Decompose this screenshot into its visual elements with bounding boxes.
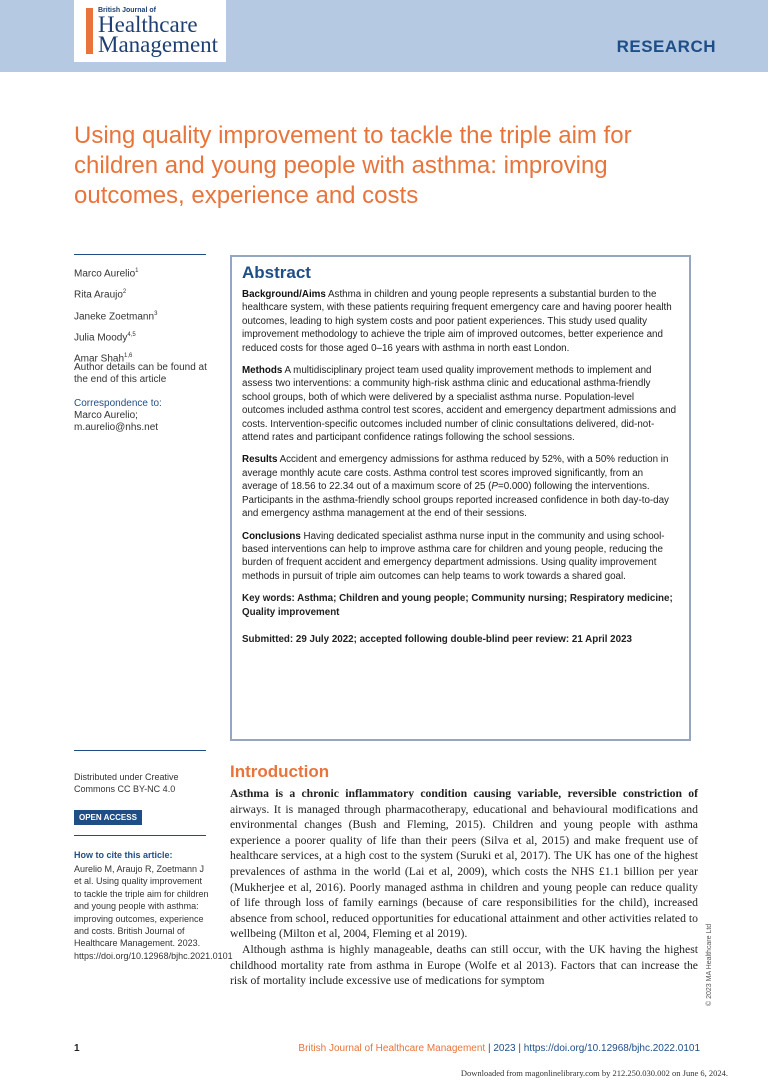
- author-item: [74, 305, 214, 326]
- divider: [74, 254, 206, 255]
- intro-body: [230, 786, 698, 989]
- section-label: RESEARCH: [616, 37, 716, 56]
- divider: [74, 835, 206, 836]
- divider: [74, 750, 206, 751]
- open-access-badge: OPEN ACCESS: [74, 810, 142, 825]
- conclusions-text: Having dedicated specialist asthma nurse input in the community and using school-based interventions can help to improve asthma care for children and young people, reducing the burden of frequent accident and emergency department admissions. Using quality improvement methods in pursuit of triple aim outcomes can help teams to work towards a shared goal.: [242, 530, 665, 582]
- abstract-methods: [242, 364, 679, 444]
- intro-paragraph-2: Although asthma is highly manageable, deaths can still occur, with the UK having the highest childhood mortality rate from asthma in Europe (Wolfe et al 2013). Factors that can increase the risk of mortality include excessive use of medications for symptom: [230, 942, 698, 988]
- methods-label: Methods: [242, 365, 283, 377]
- logo-line-1: Healthcare: [98, 12, 198, 37]
- p-symbol: P: [491, 481, 498, 493]
- abstract-results: [242, 453, 679, 520]
- background-text: Asthma in children and young people represents a substantial burden to the healthcare system, with these patients requiring frequent emergency care and having poorer health outcomes, leading to high system costs and poor patient experiences. This study used quality improvement methodology to achieve the triple aim of improved outcomes, better experience and reduced costs for those aged 0–16 years with asthma in north east London.: [242, 289, 672, 354]
- cite-text: Aurelio M, Araujo R, Zoetmann J et al. Using quality improvement to tackle the triple aim for children and young people with asthma: improving outcomes, experience and costs. British Journal of Healthcare Management. 2023. https://doi.org/10.12968/bjhc.2021.0101: [74, 864, 233, 961]
- results-label: Results: [242, 454, 278, 466]
- author-name: Amar Shah: [74, 353, 125, 365]
- author-affiliation: 2: [122, 289, 127, 296]
- background-label: Background/Aims: [242, 289, 326, 300]
- author-name: Janeke Zoetmann: [74, 310, 155, 322]
- article-title: Using quality improvement to tackle the triple aim for children and young people with asthma: improving outcomes, experience and costs: [74, 122, 632, 209]
- conclusions-label: Conclusions: [242, 530, 301, 542]
- abstract-conclusions: [242, 530, 679, 584]
- footer-sep: |: [515, 1043, 524, 1054]
- footer-year: 2023: [493, 1043, 516, 1054]
- intro-heading: Introduction: [230, 762, 330, 781]
- abstract-heading: Abstract: [242, 263, 311, 282]
- correspondence-heading: Correspondence to:: [74, 398, 162, 409]
- author-item: [74, 283, 214, 304]
- page-number: 1: [74, 1043, 80, 1054]
- author-affiliation: 1,6: [124, 353, 133, 360]
- results-text: Accident and emergency admissions for asthma reduced by 52%, with a 50% reduction in average monthly acute care costs. Asthma control test scores improved significantly, from an average of 18.56 to 22.34 out of a maximum score of 25 (: [242, 454, 669, 493]
- author-note: Author details can be found at the end of this article: [74, 362, 207, 385]
- cite-heading: How to cite this article:: [74, 850, 173, 860]
- footer-sep: |: [485, 1043, 494, 1054]
- author-name: Marco Aurelio: [74, 268, 136, 280]
- methods-text: A multidisciplinary project team used quality improvement methods to implement and assess two interventions: a community high-risk asthma clinic and educational asthma-friendly school groups, both of which were delivered by a specialist asthma nurse. Population-level outcomes included asthma control test scores, accident and emergency department admissions and costs. Intervention-specific outcomes included number of clinic consultations delivered, did-not-attend rates and participant confidence ratings following the school sessions.: [242, 365, 677, 444]
- footer-doi[interactable]: https://doi.org/10.12968/bjhc.2022.0101: [523, 1043, 700, 1054]
- intro-lead: Asthma is a chronic inflammatory condition causing variable, reversible constriction of: [230, 787, 698, 800]
- author-item: [74, 326, 214, 347]
- footer-citation: [298, 1043, 700, 1054]
- intro-paragraph: [230, 786, 698, 942]
- author-affiliation: 1: [135, 268, 139, 274]
- logo-title: [98, 12, 219, 57]
- results-text-2: =0.000) following the interventions. Participants in the asthma-friendly school groups reported increased confidence in both day-to-day and emergency asthma management at the end of their sessions.: [242, 481, 669, 520]
- author-item: [74, 262, 214, 283]
- author-list: [74, 262, 214, 369]
- intro-text: airways. It is managed through pharmacotherapy, educational and behavioural modifications and environmental changes (Bush and Fleming, 2015). Children and young people with asthma experience a poorer quality of life than their peers (Silva et al, 2015) and make frequent use of healthcare services, at a high cost to the system (Suruki et al, 2017). The UK has one of the highest prevalences of asthma in the world (Lai et al, 2009), which costs the NHS £1.1 billion per year (Mukherjee et al, 2016). Poorly managed asthma in children and young people can reduce quality of life through loss of family earnings (because of care responsibilities for the child), increased absence from school, reduced opportunities for educational attainment and other activities related to wellbeing (Milton et al, 2004, Fleming et al 2019).: [230, 802, 698, 941]
- keywords: Key words: Asthma; Children and young people; Community nursing; Respiratory medicine; Quality improvement: [242, 593, 673, 618]
- correspondence: [74, 410, 214, 434]
- author-name: Julia Moody: [74, 332, 128, 344]
- correspondence-email[interactable]: m.aurelio@nhs.net: [74, 422, 159, 433]
- license-note: Distributed under Creative Commons CC BY-NC 4.0: [74, 772, 179, 794]
- footer-journal: British Journal of Healthcare Management: [298, 1043, 486, 1054]
- correspondence-name: Marco Aurelio;: [74, 410, 138, 421]
- logo-stripe: [86, 8, 93, 54]
- abstract-background: [242, 288, 679, 355]
- abstract-box: [230, 255, 691, 741]
- logo-line-2: Management: [98, 32, 219, 57]
- author-affiliation: 4,5: [127, 331, 136, 338]
- author-name: Rita Araujo: [74, 289, 123, 301]
- logo-small-text: British Journal of: [98, 7, 156, 14]
- author-affiliation: 3: [154, 310, 158, 317]
- download-note: Downloaded from magonlinelibrary.com by 212.250.030.002 on June 6, 2024.: [460, 1068, 728, 1078]
- submitted-note: Submitted: 29 July 2022; accepted following double-blind peer review: 21 April 2023: [242, 633, 632, 645]
- copyright-vertical: © 2023 MA Healthcare Ltd: [706, 923, 713, 1006]
